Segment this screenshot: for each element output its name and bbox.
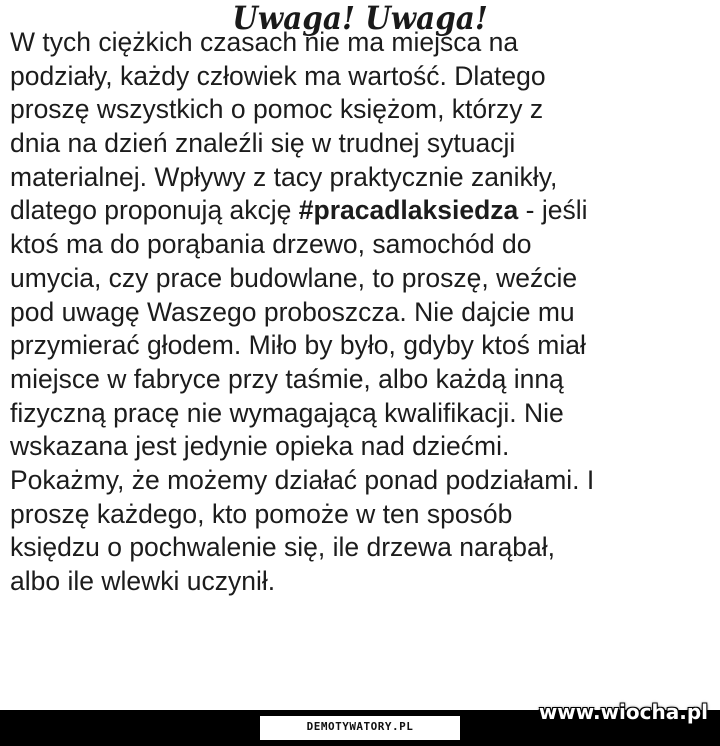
hashtag: #pracadlaksiedza xyxy=(298,195,519,226)
text-line: proszę wszystkich o pomoc księżom, którzy z xyxy=(10,94,544,125)
text-line: miejsce w fabryce przy taśmie, albo każdą inną xyxy=(10,363,564,394)
text-line: W tych ciężkich czasach nie ma miejsca na xyxy=(10,27,519,57)
text-line: fizyczną pracę nie wymagającą kwalifikacji. Nie xyxy=(10,397,564,428)
post-body-text xyxy=(10,26,716,599)
text-line: wskazana jest jedynie opieka nad dziećmi. xyxy=(10,431,510,462)
text-segment: - jeśli xyxy=(518,195,588,226)
text-line: podziały, każdy człowiek ma wartość. Dlatego xyxy=(10,60,546,91)
text-line: ktoś ma do porąbania drzewo, samochód do xyxy=(10,229,532,260)
site-logo-text: DEMOTYWATORY.PL xyxy=(306,720,414,733)
text-line: albo ile wlewki uczynił. xyxy=(10,566,276,596)
text-line: księdzu o pochwalenie się, ile drzewa narąbał, xyxy=(10,532,556,563)
watermark: www.wiocha.pl xyxy=(538,700,708,724)
text-segment: dlatego proponują akcję xyxy=(10,195,299,226)
text-line: Pokażmy, że możemy działać ponad podziałami. I xyxy=(10,464,595,495)
text-line: dnia na dzień znaleźli się w trudnej sytuacji xyxy=(10,128,516,159)
text-line: pod uwagę Waszego proboszcza. Nie dajcie mu xyxy=(10,296,575,327)
footer-logo-box xyxy=(260,716,460,740)
text-line-with-hashtag xyxy=(10,194,716,228)
text-line: proszę każdego, kto pomoże w ten sposób xyxy=(10,498,513,529)
text-line: umycia, czy prace budowlane, to proszę, weźcie xyxy=(10,262,578,293)
text-line: przymierać głodem. Miło by było, gdyby ktoś miał xyxy=(10,330,586,361)
text-line: materialnej. Wpływy z tacy praktycznie zanikły, xyxy=(10,161,558,192)
header-title: Uwaga! Uwaga! xyxy=(232,0,488,37)
